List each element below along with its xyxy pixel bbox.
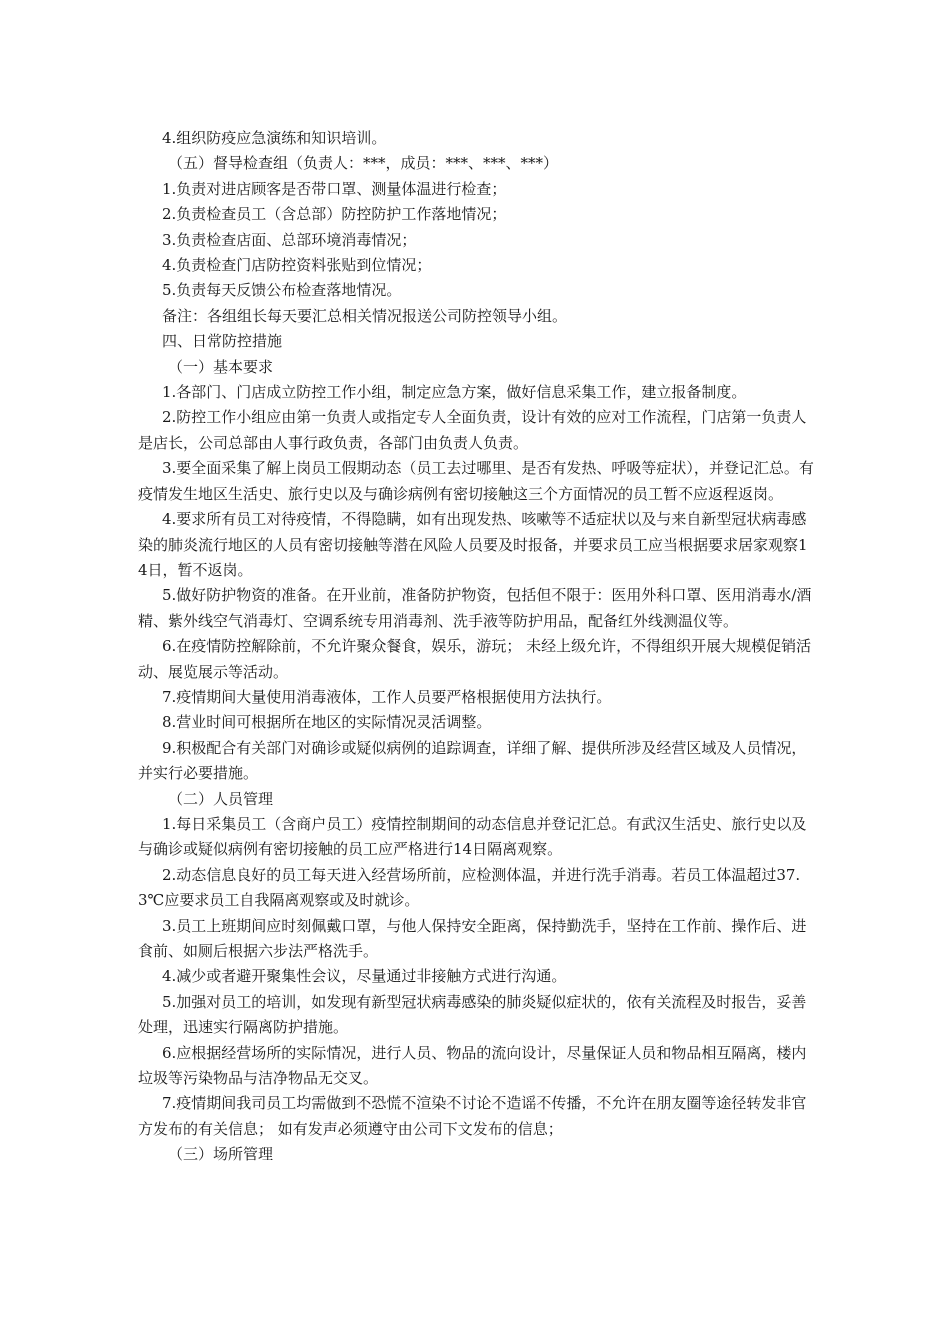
paragraph-21: 1.每日采集员工（含商户员工）疫情控制期间的动态信息并登记汇总。有武汉生活史、旅行史以及与确诊或疑似病例有密切接触的员工应严格进行14日隔离观察。 bbox=[138, 814, 807, 859]
paragraph-13: 3.要全面采集了解上岗员工假期动态（员工去过哪里、是否有发热、呼吸等症状），并登记汇总。有疫情发生地区生活史、旅行史以及与确诊病例有密切接触这三个方面情况的员工暂不应返程返岗。 bbox=[138, 459, 814, 503]
paragraph-22: 2.动态信息良好的员工每天进入经营场所前，应检测体温，并进行洗手消毒。若员工体温超过37.3℃应要求员工自我隔离观察或及时就诊。 bbox=[138, 865, 801, 910]
paragraph-27: 7.疫情期间我司员工均需做到不恐慌不渲染不讨论不造谣不传播，不允许在朋友圈等途径转发非官方发布的有关信息； 如有发声必须遵守由公司下文发布的信息； bbox=[138, 1094, 807, 1138]
section-heading-basic-requirements: （一）基本要求 bbox=[168, 357, 274, 376]
paragraph-17: 7.疫情期间大量使用消毒液体，工作人员要严格根据使用方法执行。 bbox=[162, 687, 612, 706]
paragraph-11: 1.各部门、门店成立防控工作小组，制定应急方案，做好信息采集工作，建立报备制度。 bbox=[162, 383, 747, 402]
paragraph-14: 4.要求所有员工对待疫情，不得隐瞒，如有出现发热、咳嗽等不适症状以及与来自新型冠状病毒感染的肺炎流行地区的人员有密切接触等潜在风险人员要及时报备，并要求员工应当根据要求居家观察14日，暂不返岗。 bbox=[138, 510, 808, 579]
paragraph-16: 6.在疫情防控解除前，不允许聚众餐食，娱乐，游玩； 未经上级允许，不得组织开展大规模促销活动、展览展示等活动。 bbox=[138, 637, 812, 681]
paragraph-24: 4.减少或者避开聚集性会议，尽量通过非接触方式进行沟通。 bbox=[162, 967, 567, 986]
paragraph-1: 4.组织防疫应急演练和知识培训。 bbox=[162, 129, 387, 147]
paragraph-6: 4.负责检查门店防控资料张贴到位情况； bbox=[162, 256, 432, 275]
paragraph-18: 8.营业时间可根据所在地区的实际情况灵活调整。 bbox=[162, 713, 492, 732]
paragraph-26: 6.应根据经营场所的实际情况，进行人员、物品的流向设计，尽量保证人员和物品相互隔离，楼内垃圾等污染物品与洁净物品无交叉。 bbox=[138, 1043, 807, 1088]
section-heading-premises-management: （三）场所管理 bbox=[168, 1145, 274, 1164]
paragraph-15: 5.做好防护物资的准备。在开业前，准备防护物资，包括但不限于：医用外科口罩、医用消毒水/酒精、紫外线空气消毒灯、空调系统专用消毒剂、洗手液等防护用品，配备红外线测温仪等。 bbox=[138, 586, 812, 630]
paragraph-25: 5.加强对员工的培训，如发现有新型冠状病毒感染的肺炎疑似症状的，依有关流程及时报告，妥善处理，迅速实行隔离防护措施。 bbox=[138, 992, 807, 1037]
section-heading-personnel-management: （二）人员管理 bbox=[168, 789, 274, 808]
paragraph-4: 2.负责检查员工（含总部）防控防护工作落地情况； bbox=[162, 205, 507, 224]
chapter-heading-daily-measures: 四、日常防控措施 bbox=[162, 332, 283, 351]
paragraph-12: 2.防控工作小组应由第一负责人或指定专人全面负责，设计有效的应对工作流程，门店第一负责人是店长，公司总部由人事行政负责，各部门由负责人负责。 bbox=[138, 408, 807, 452]
document-body bbox=[138, 126, 814, 1168]
paragraph-23: 3.员工上班期间应时刻佩戴口罩，与他人保持安全距离，保持勤洗手，坚持在工作前、操作后、进食前、如厕后根据六步法严格洗手。 bbox=[138, 916, 807, 960]
paragraph-3: 1.负责对进店顾客是否带口罩、测量体温进行检查； bbox=[162, 179, 507, 198]
section-heading-supervision-group: （五）督导检查组（负责人：***，成员：***、***、***） bbox=[168, 154, 559, 173]
paragraph-19: 9.积极配合有关部门对确诊或疑似病例的追踪调查，详细了解、提供所涉及经营区域及人员情况，并实行必要措施。 bbox=[138, 738, 807, 783]
note-paragraph: 备注：各组组长每天要汇总相关情况报送公司防控领导小组。 bbox=[162, 306, 568, 325]
paragraph-7: 5.负责每天反馈公布检查落地情况。 bbox=[162, 281, 402, 300]
paragraph-5: 3.负责检查店面、总部环境消毒情况； bbox=[162, 230, 417, 249]
